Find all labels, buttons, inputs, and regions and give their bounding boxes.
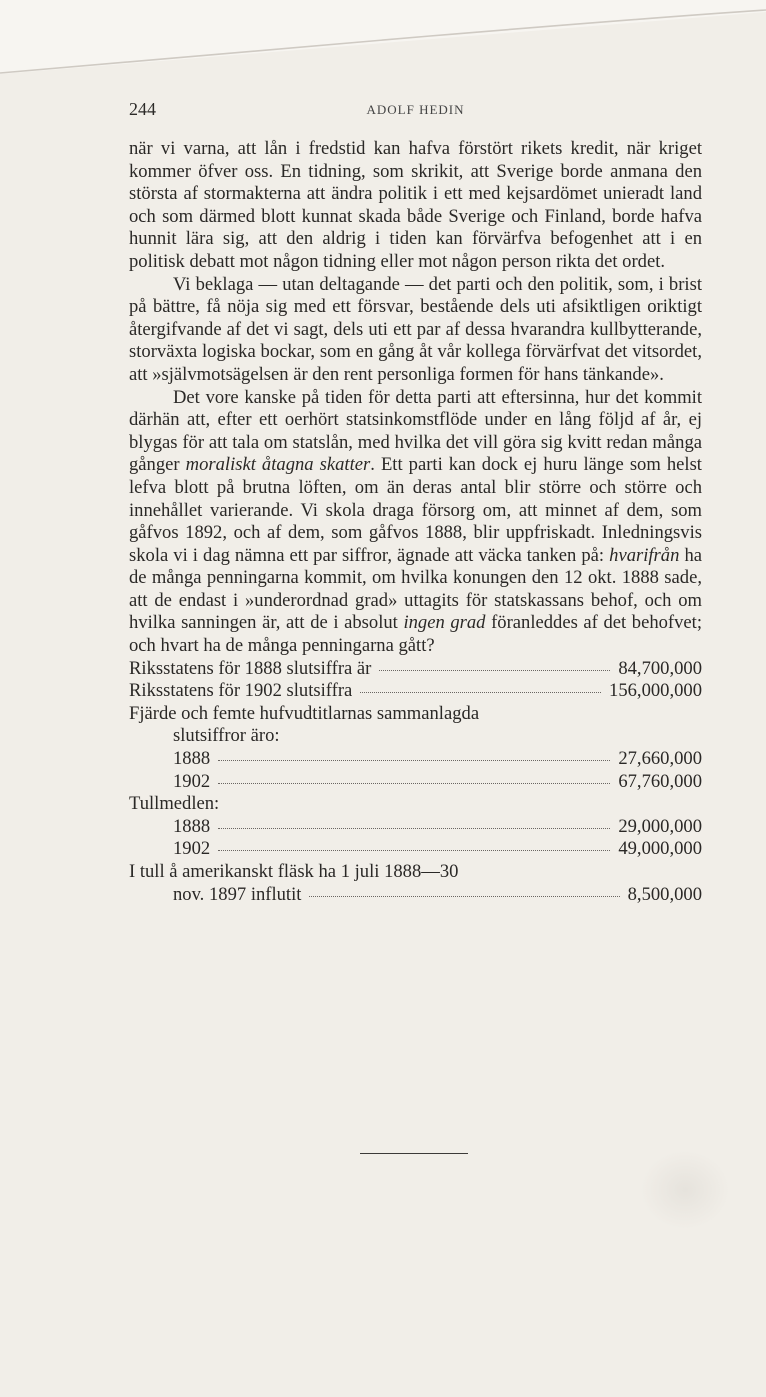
- running-head: ADOLF HEDIN: [366, 102, 465, 117]
- figure-heading: I tull å amerikanskt fläsk ha 1 juli 1888—30: [129, 861, 459, 882]
- figure-heading: Fjärde och femte hufvudtitlarnas sammanlagda: [129, 702, 480, 724]
- figure-value: 67,760,000: [618, 770, 702, 792]
- figure-value: 84,700,000: [618, 657, 702, 679]
- show-through-shadow: [640, 1150, 730, 1230]
- figure-row: [129, 748, 702, 771]
- figure-label: 1888: [173, 748, 211, 770]
- figure-label: 1902: [173, 770, 211, 792]
- text-run: Vi beklaga — utan deltagande — det parti och den politik, som, i brist på bättre, få nöja sig med ett försvar, bestående dels uti afsiktligen oriktigt återgifvande af det vi sagt, dels uti ett par af dessa hvarandra kullbytterande, storväxta logiska bockar, som en gång åt vår kollega förvärfvat det vitsordet, att »självmotsägelsen är den rent personliga formen för hans tänkande».: [129, 273, 702, 385]
- figure-label: 1902: [173, 838, 211, 860]
- figure-label: Riksstatens för 1888 slutsiffra är: [129, 657, 372, 679]
- paragraph: [129, 387, 702, 658]
- text-run: när vi varna, att lån i fredstid kan hafva förstört rikets kredit, när kriget kommer öfver oss. En tidning, som skrikit, att Sverige borde anmana den största af stormakterna att ändra politik i ett med kejsardömet unieradt land och som därmed blott kunnat skada både Sverige och Finland, borde hafva hunnit lära sig, att den aldrig i tiden kan förvärfva befogenhet att i en politisk debatt mot någon tidning eller mot någon person rikta det ordet.: [129, 138, 702, 272]
- paragraph: [129, 138, 702, 274]
- text-run: ha de många penningarna kommit, om hvilka konungen den 12 okt. 1888 sade, att de endast i »underordnad grad» uttagits för statskassans behof, och om hvilka sanningen är, att de i absolut: [129, 544, 702, 634]
- leader-dots: [309, 896, 619, 897]
- torn-top-edge: [0, 0, 766, 74]
- figure-row: [129, 658, 702, 681]
- section-rule: [360, 1153, 468, 1154]
- page-number: 244: [129, 99, 156, 119]
- figure-heading-cont: slutsiffror äro:: [173, 725, 280, 747]
- paragraph: [129, 274, 702, 387]
- italic-text: ingen grad: [403, 612, 486, 634]
- figure-value: 156,000,000: [609, 680, 702, 702]
- figure-row: [129, 680, 702, 703]
- figure-row: [129, 816, 702, 839]
- figure-label: Riksstatens för 1902 slutsiffra: [129, 680, 353, 702]
- leader-dots: [379, 670, 610, 671]
- figure-value: 49,000,000: [618, 838, 702, 860]
- text-run: föranleddes af det behofvet; och hvart ha de många penningarna gått?: [129, 612, 702, 657]
- figure-value: 27,660,000: [618, 748, 702, 770]
- figure-value: 29,000,000: [618, 815, 702, 837]
- figure-heading: Tullmedlen:: [129, 793, 220, 815]
- text-run: . Ett parti kan dock ej huru länge som helst lefva blott på brutna löften, om än deras antal blir större och större och innehållet varierande. Vi skola draga försorg om, att minnet af dem, som gåfvos 1892, och af dem, som gåfvos 1888, blir uppfriskadt. Inledningsvis skola vi i dag nämna ett par siffror, ägnade att väcka tanken på:: [129, 454, 702, 566]
- leader-dots: [218, 783, 610, 784]
- leader-dots: [218, 828, 610, 829]
- leader-dots: [218, 850, 610, 851]
- italic-text: hvarifrån: [609, 544, 680, 566]
- text-run: Det vore kanske på tiden för detta parti att eftersinna, hur det kommit därhän att, efter ett oerhört statsinkomstflöde under en lång följd af år, ej blygas för att tala om statslån, med hvilka det vill göra sig kvitt redan många gånger: [129, 386, 702, 476]
- figure-value: 8,500,000: [627, 883, 702, 905]
- figure-label: 1888: [173, 815, 211, 837]
- figure-row: [129, 838, 702, 861]
- figure-label: nov. 1897 influtit: [173, 883, 302, 905]
- body-text: [129, 138, 702, 906]
- leader-dots: [360, 692, 601, 693]
- figure-row: [129, 884, 702, 907]
- page-header: [129, 99, 702, 123]
- leader-dots: [218, 760, 610, 761]
- figure-row: [129, 771, 702, 794]
- italic-text: moraliskt åtagna skatter: [185, 454, 371, 476]
